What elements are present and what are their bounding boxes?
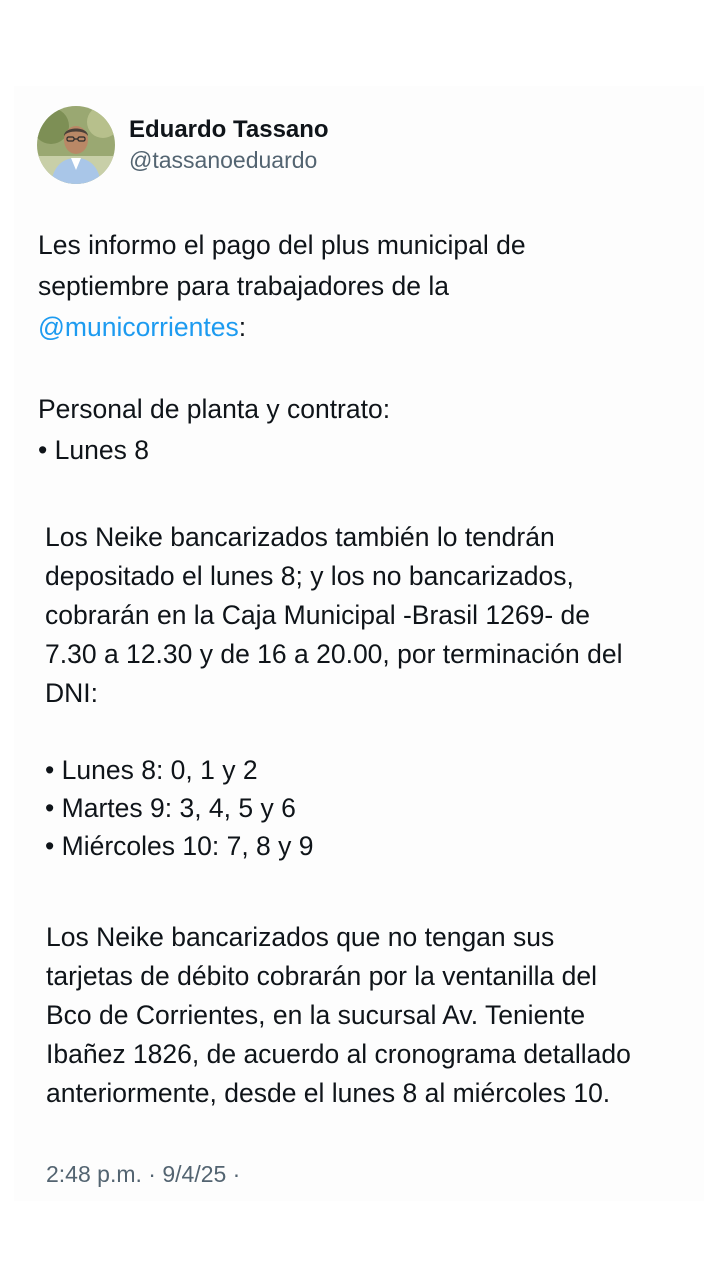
staff-heading: Personal de planta y contrato: (38, 394, 391, 424)
avatar[interactable] (37, 106, 115, 184)
post-schedule (45, 751, 314, 865)
meta-separator: · (141, 1161, 163, 1187)
neike-line: Los Neike bancarizados también lo tendrán (45, 522, 555, 552)
neike-line: 7.30 a 12.30 y de 16 a 20.00, por terminación del (45, 639, 623, 669)
post-header (37, 105, 329, 185)
post-date[interactable]: 9/4/25 (162, 1161, 227, 1187)
mention-link[interactable]: @municorrientes (38, 312, 239, 342)
author-names (129, 115, 329, 175)
cards-line: Los Neike bancarizados que no tengan sus (46, 922, 555, 952)
intro-line: septiembre para trabajadores de la (38, 271, 449, 301)
post-time[interactable]: 2:48 p.m. (46, 1161, 142, 1187)
post-cards (46, 918, 631, 1113)
neike-line: depositado el lunes 8; y los no bancarizados, (45, 561, 574, 591)
post-intro (38, 225, 526, 348)
author-display-name[interactable]: Eduardo Tassano (129, 116, 329, 143)
neike-line: DNI: (45, 678, 98, 708)
schedule-item: • Lunes 8: 0, 1 y 2 (45, 755, 258, 785)
cards-line: anteriormente, desde el lunes 8 al miércoles 10. (46, 1078, 611, 1108)
schedule-item: • Martes 9: 3, 4, 5 y 6 (45, 793, 296, 823)
meta-separator-trailing: · (226, 1161, 241, 1187)
neike-line: cobrarán en la Caja Municipal -Brasil 1269- de (45, 600, 591, 630)
staff-item: • Lunes 8 (38, 435, 149, 465)
post-neike (45, 518, 623, 713)
intro-line: Les informo el pago del plus municipal de (38, 230, 526, 260)
intro-line (38, 307, 526, 348)
author-handle[interactable]: @tassanoeduardo (129, 147, 318, 173)
cards-line: tarjetas de débito cobrarán por la ventanilla del (46, 961, 597, 991)
schedule-item: • Miércoles 10: 7, 8 y 9 (45, 831, 314, 861)
post-staff (38, 389, 390, 471)
avatar-photo (37, 106, 115, 184)
mention-suffix: : (238, 312, 247, 342)
post-meta (46, 1158, 240, 1190)
cards-line: Bco de Corrientes, en la sucursal Av. Teniente (46, 1000, 586, 1030)
cards-line: Ibañez 1826, de acuerdo al cronograma detallado (46, 1039, 631, 1069)
